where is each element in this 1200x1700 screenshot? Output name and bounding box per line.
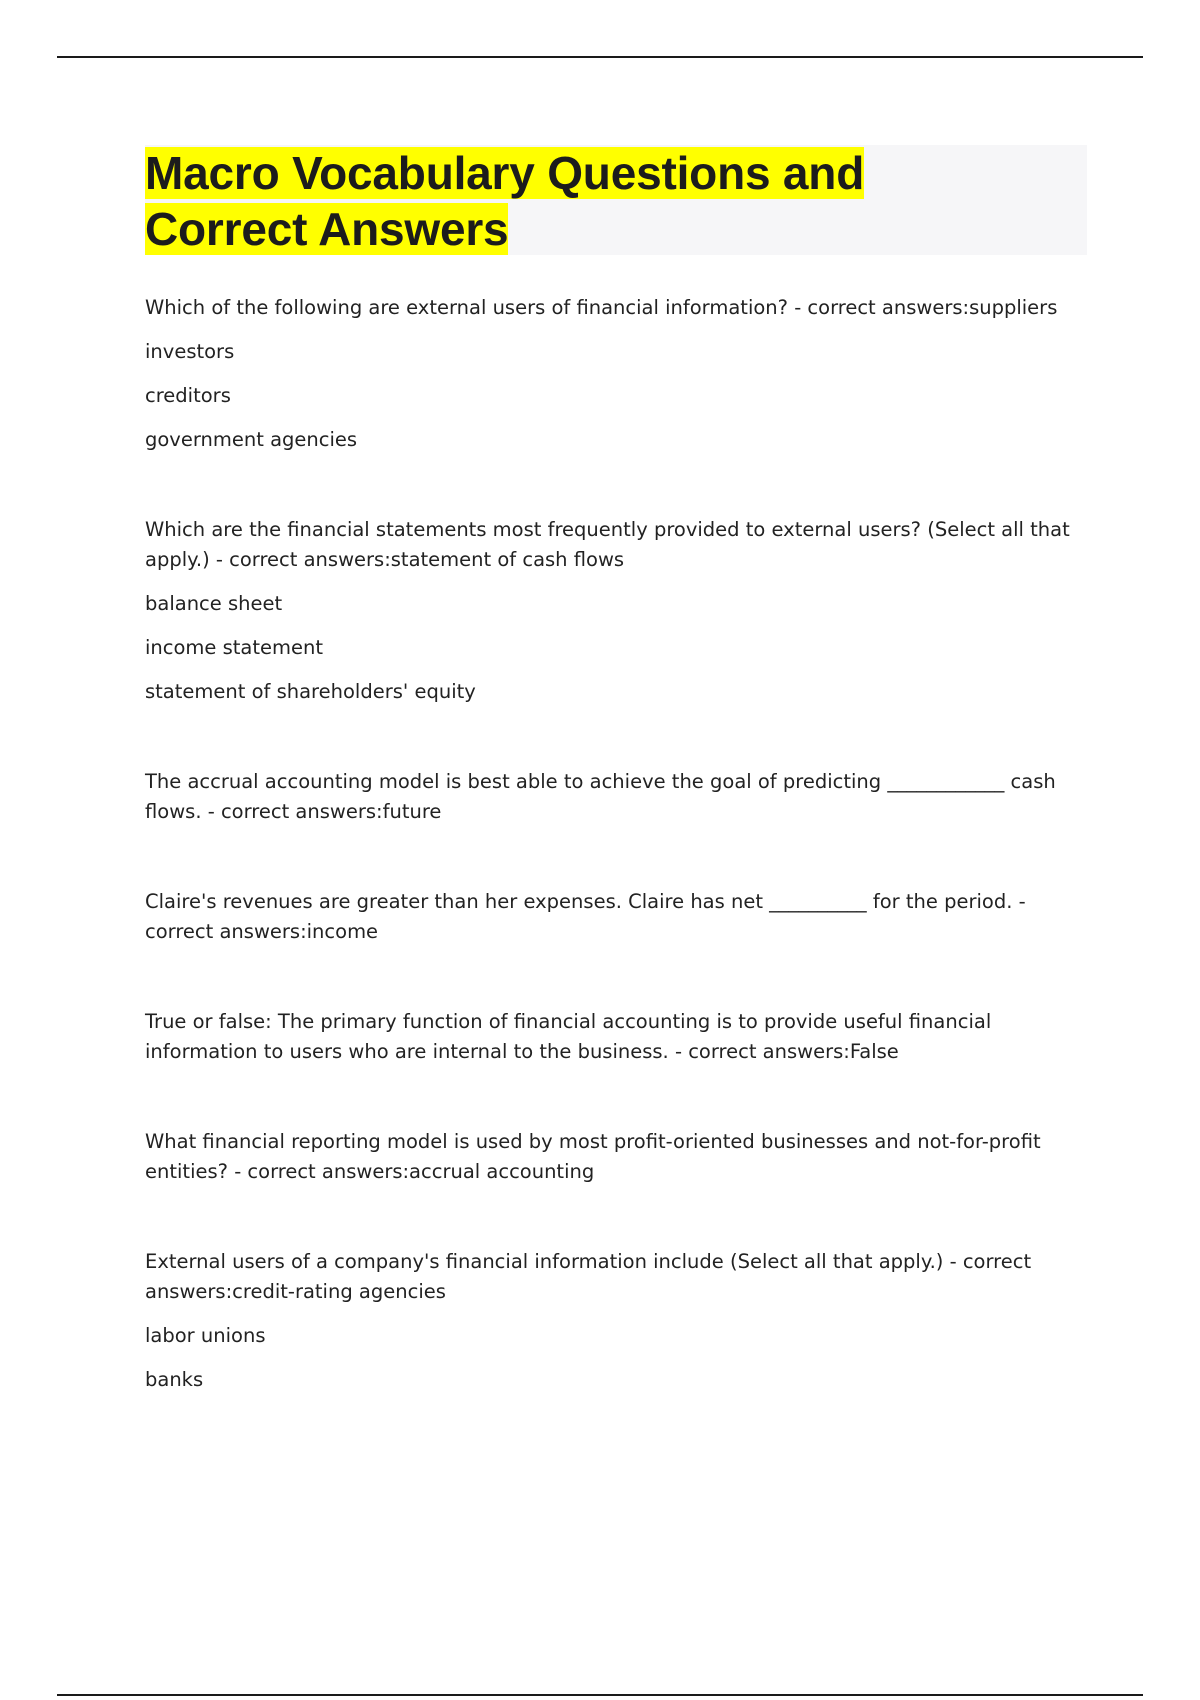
- qa-answer-option: income statement: [145, 636, 324, 659]
- qa-question: Which are the financial statements most frequently provided to external users? (Select all that apply.) - correct answers:statement of cash flows: [145, 518, 1070, 571]
- title-line-2: Correct Answers: [145, 203, 509, 255]
- qa-answer-option: balance sheet: [145, 592, 283, 615]
- qa-list: [145, 293, 1087, 1395]
- document-title: [145, 145, 1087, 257]
- qa-answer-option: creditors: [145, 384, 231, 407]
- title-line-1: Macro Vocabulary Questions and: [145, 147, 865, 199]
- qa-item: [145, 767, 1087, 827]
- qa-item: [145, 1007, 1087, 1067]
- qa-item: [145, 293, 1087, 455]
- qa-answer-option: labor unions: [145, 1324, 266, 1347]
- qa-question: True or false: The primary function of financial accounting is to provide useful financial information to users who are internal to the business. - correct answers:False: [145, 1010, 992, 1063]
- qa-item: [145, 887, 1087, 947]
- qa-question: Claire's revenues are greater than her expenses. Claire has net __________ for the period. - correct answers:income: [145, 890, 1026, 943]
- qa-question: Which of the following are external users of financial information? - correct answers:suppliers: [145, 296, 1058, 319]
- title-block: [145, 145, 1087, 255]
- qa-question: The accrual accounting model is best able to achieve the goal of predicting ____________ cash flows. - correct answers:future: [145, 770, 1056, 823]
- bottom-rule: [57, 1694, 1143, 1696]
- qa-question: External users of a company's financial information include (Select all that apply.) - correct answers:credit-rating agencies: [145, 1250, 1032, 1303]
- qa-answer-option: banks: [145, 1368, 204, 1391]
- qa-answer-option: investors: [145, 340, 235, 363]
- top-rule: [57, 56, 1143, 58]
- qa-answer-option: statement of shareholders' equity: [145, 680, 476, 703]
- qa-answer-option: government agencies: [145, 428, 358, 451]
- qa-item: [145, 1127, 1087, 1187]
- qa-question: What financial reporting model is used by most profit-oriented businesses and not-for-profit entities? - correct answers:accrual accounting: [145, 1130, 1041, 1183]
- qa-item: [145, 515, 1087, 707]
- document-body: [145, 145, 1087, 1455]
- qa-item: [145, 1247, 1087, 1395]
